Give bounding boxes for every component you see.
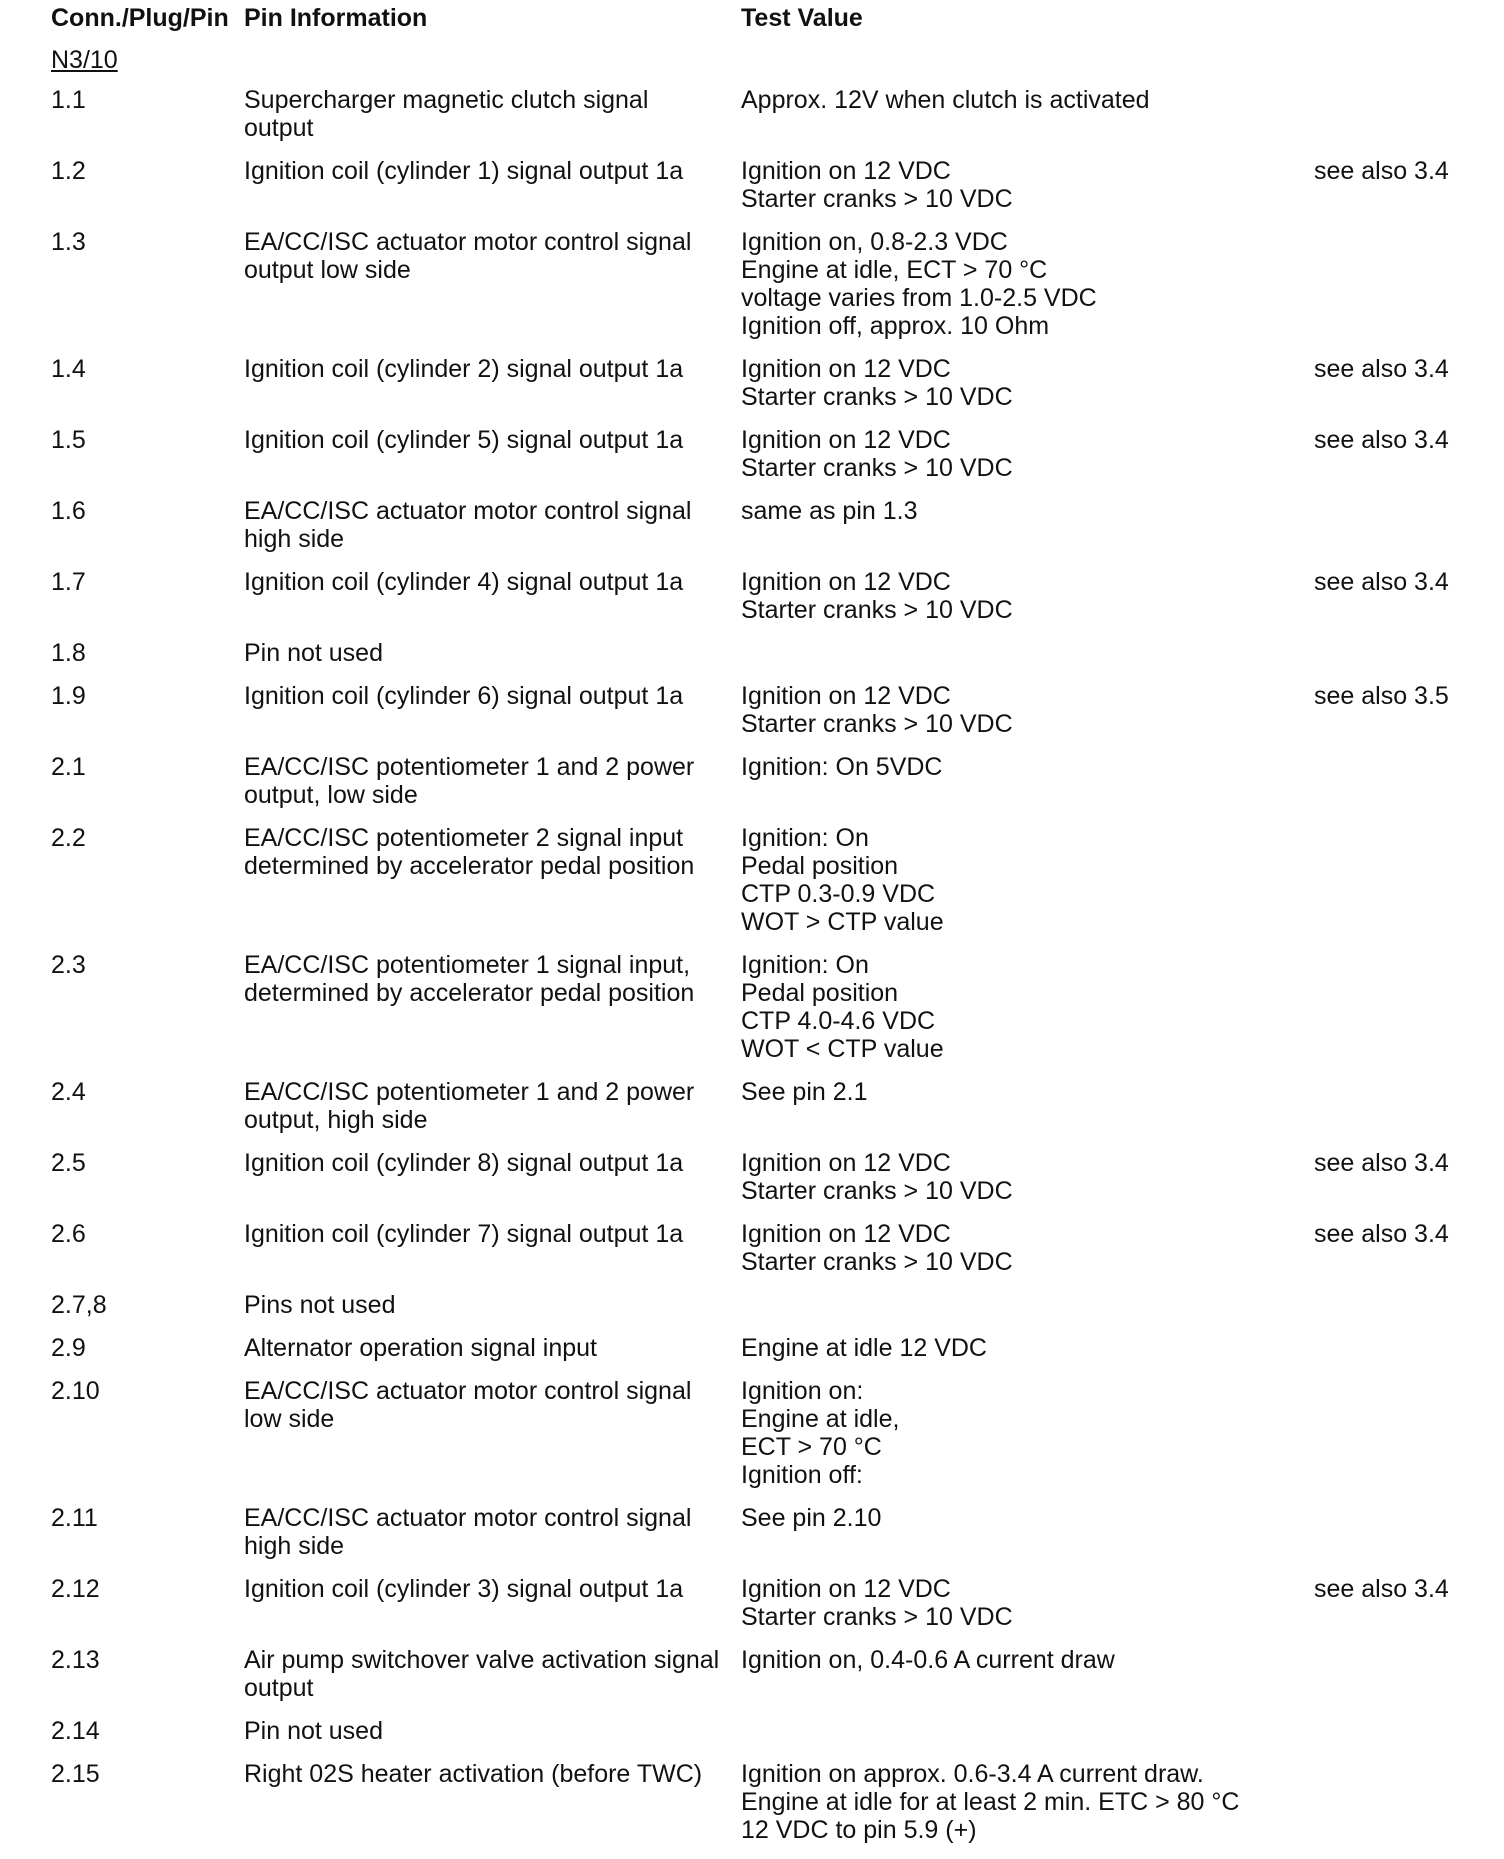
section-label: N3/10 [51, 46, 118, 74]
pin-information: Ignition coil (cylinder 3) signal output 1a [244, 1575, 684, 1603]
test-value: See pin 2.10 [741, 1504, 882, 1532]
see-also-note: see also 3.5 [1314, 682, 1449, 710]
pin-number: 1.1 [51, 86, 86, 114]
test-value: Engine at idle 12 VDC [741, 1334, 987, 1362]
test-value: Ignition on, 0.8-2.3 VDC Engine at idle, ECT > 70 °C voltage varies from 1.0-2.5 VDC Ignition off, approx. 10 Ohm [741, 228, 1097, 340]
table-row [0, 86, 1504, 157]
table-row [0, 639, 1504, 682]
see-also-note: see also 3.4 [1314, 568, 1449, 596]
table-row [0, 1760, 1504, 1859]
pin-number: 1.6 [51, 497, 86, 525]
pin-number: 2.1 [51, 753, 86, 781]
see-also-note: see also 3.4 [1314, 157, 1449, 185]
see-also-note: see also 3.4 [1314, 355, 1449, 383]
pin-information: Ignition coil (cylinder 6) signal output 1a [244, 682, 684, 710]
test-value: Ignition on 12 VDC Starter cranks > 10 VDC [741, 355, 1013, 411]
test-value: Ignition on 12 VDC Starter cranks > 10 VDC [741, 157, 1013, 213]
pin-number: 2.2 [51, 824, 86, 852]
pin-information: EA/CC/ISC actuator motor control signal high side [244, 497, 692, 553]
pin-information: Supercharger magnetic clutch signal output [244, 86, 649, 142]
test-value: Ignition on 12 VDC Starter cranks > 10 VDC [741, 1149, 1013, 1205]
test-value: Ignition on 12 VDC Starter cranks > 10 VDC [741, 1220, 1013, 1276]
table-row [0, 1575, 1504, 1646]
pin-information: Right 02S heater activation (before TWC) [244, 1760, 703, 1788]
table-row [0, 1149, 1504, 1220]
table-row [0, 824, 1504, 951]
pin-information: Pin not used [244, 639, 383, 667]
header-pin: Conn./Plug/Pin [51, 4, 229, 32]
pin-information: Air pump switchover valve activation signal output [244, 1646, 720, 1702]
pin-number: 2.3 [51, 951, 86, 979]
pin-information: EA/CC/ISC potentiometer 1 and 2 power output, low side [244, 753, 695, 809]
pin-information: Ignition coil (cylinder 7) signal output 1a [244, 1220, 684, 1248]
test-value: Approx. 12V when clutch is activated [741, 86, 1150, 114]
pin-number: 1.5 [51, 426, 86, 454]
pin-information: EA/CC/ISC actuator motor control signal low side [244, 1377, 692, 1433]
table-row [0, 1717, 1504, 1760]
table-row [0, 1078, 1504, 1149]
table-row [0, 426, 1504, 497]
pin-information: Pins not used [244, 1291, 396, 1319]
test-value: Ignition on 12 VDC Starter cranks > 10 VDC [741, 426, 1013, 482]
pin-information: Ignition coil (cylinder 8) signal output 1a [244, 1149, 684, 1177]
header-info: Pin Information [244, 4, 428, 32]
table-row [0, 1334, 1504, 1377]
pin-number: 2.11 [51, 1504, 98, 1532]
table-row [0, 682, 1504, 753]
test-value: Ignition on 12 VDC Starter cranks > 10 VDC [741, 682, 1013, 738]
pin-number: 1.9 [51, 682, 86, 710]
pin-information: EA/CC/ISC potentiometer 2 signal input determined by accelerator pedal position [244, 824, 695, 880]
pin-number: 1.3 [51, 228, 86, 256]
pin-information: EA/CC/ISC potentiometer 1 and 2 power output, high side [244, 1078, 695, 1134]
test-value: Ignition on: Engine at idle, ECT > 70 °C Ignition off: [741, 1377, 900, 1489]
pin-number: 2.14 [51, 1717, 100, 1745]
table-row [0, 157, 1504, 228]
test-value: Ignition on 12 VDC Starter cranks > 10 VDC [741, 568, 1013, 624]
test-value: Ignition: On 5VDC [741, 753, 943, 781]
test-value: Ignition on approx. 0.6-3.4 A current draw. Engine at idle for at least 2 min. ETC > 80 °C 12 VDC to pin 5.9 (+) [741, 1760, 1240, 1844]
table-row [0, 951, 1504, 1078]
pin-information: Alternator operation signal input [244, 1334, 598, 1362]
see-also-note: see also 3.4 [1314, 1149, 1449, 1177]
pin-number: 2.10 [51, 1377, 100, 1405]
table-row [0, 497, 1504, 568]
see-also-note: see also 3.4 [1314, 1575, 1449, 1603]
pin-number: 2.15 [51, 1760, 100, 1788]
test-value: See pin 2.1 [741, 1078, 868, 1106]
pin-number: 2.7,8 [51, 1291, 107, 1319]
table-row [0, 568, 1504, 639]
table-row [0, 1220, 1504, 1291]
pin-number: 2.5 [51, 1149, 86, 1177]
pin-table [0, 86, 1504, 1859]
test-value: Ignition on, 0.4-0.6 A current draw [741, 1646, 1115, 1674]
table-row [0, 1646, 1504, 1717]
pin-information: EA/CC/ISC actuator motor control signal high side [244, 1504, 692, 1560]
pin-information: EA/CC/ISC potentiometer 1 signal input, determined by accelerator pedal position [244, 951, 695, 1007]
test-value: same as pin 1.3 [741, 497, 918, 525]
pin-information: Ignition coil (cylinder 5) signal output 1a [244, 426, 684, 454]
pin-information: Pin not used [244, 1717, 383, 1745]
pin-number: 1.4 [51, 355, 86, 383]
test-value: Ignition: On Pedal position CTP 0.3-0.9 VDC WOT > CTP value [741, 824, 944, 936]
table-header [0, 4, 1504, 34]
table-row [0, 228, 1504, 355]
pin-information: Ignition coil (cylinder 2) signal output 1a [244, 355, 684, 383]
table-row [0, 355, 1504, 426]
pin-number: 2.13 [51, 1646, 100, 1674]
table-row [0, 1504, 1504, 1575]
pin-number: 2.6 [51, 1220, 86, 1248]
pin-number: 1.8 [51, 639, 86, 667]
pin-number: 1.2 [51, 157, 86, 185]
table-row [0, 753, 1504, 824]
pin-number: 2.12 [51, 1575, 100, 1603]
pin-information: Ignition coil (cylinder 4) signal output 1a [244, 568, 684, 596]
pin-number: 1.7 [51, 568, 86, 596]
table-row [0, 1377, 1504, 1504]
pin-number: 2.9 [51, 1334, 86, 1362]
pin-number: 2.4 [51, 1078, 86, 1106]
header-test: Test Value [741, 4, 863, 32]
pin-information: Ignition coil (cylinder 1) signal output 1a [244, 157, 684, 185]
see-also-note: see also 3.4 [1314, 426, 1449, 454]
test-value: Ignition on 12 VDC Starter cranks > 10 VDC [741, 1575, 1013, 1631]
see-also-note: see also 3.4 [1314, 1220, 1449, 1248]
test-value: Ignition: On Pedal position CTP 4.0-4.6 VDC WOT < CTP value [741, 951, 944, 1063]
pin-information: EA/CC/ISC actuator motor control signal output low side [244, 228, 692, 284]
table-row [0, 1291, 1504, 1334]
